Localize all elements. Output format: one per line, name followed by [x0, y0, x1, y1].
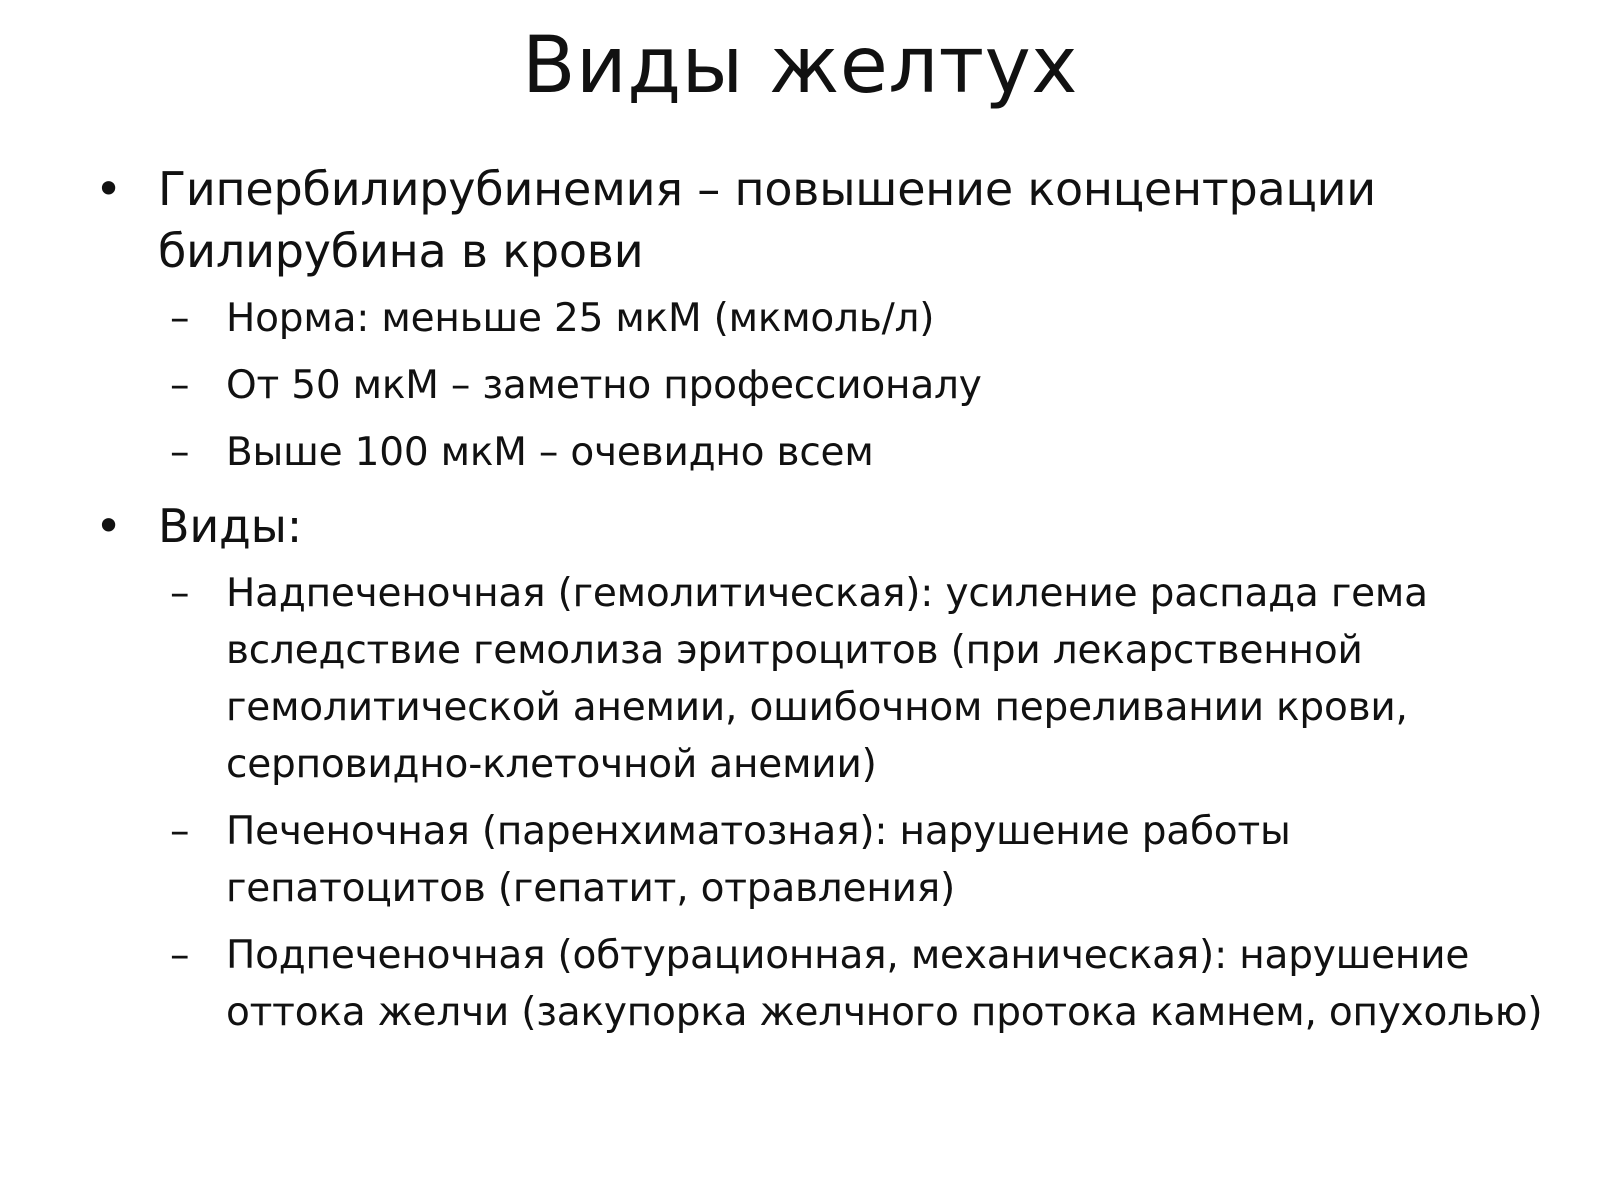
dash-icon: – [170, 571, 190, 616]
slide-title: Виды желтух [522, 21, 1078, 111]
subitem-prehepatic [158, 565, 1555, 793]
dash-icon: – [170, 933, 190, 978]
bullet-dot-icon: • [95, 162, 122, 216]
subitem-text: Печеночная (паренхиматозная): нарушение работы гепатоцитов (гепатит, отравления) [226, 809, 1291, 911]
dash-icon: – [170, 430, 190, 475]
bullet-item-hyperbilirubinemia [95, 158, 1555, 282]
bullet-item-types [95, 495, 1555, 557]
dash-icon: – [170, 296, 190, 341]
bullet-text: Виды: [158, 499, 303, 553]
slide-content [95, 158, 1555, 1051]
subitem-text: Подпеченочная (обтурационная, механическая): нарушение оттока желчи (закупорка желчного протока камнем, опухолью) [226, 933, 1543, 1035]
subitem-text: Надпеченочная (гемолитическая): усиление распада гема вследствие гемолиза эритроцитов (при лекарственной гемолитической анемии, ошибочном переливании крови, серповидно-клеточной анемии) [226, 571, 1428, 787]
bullet-dot-icon: • [95, 499, 122, 553]
subitem-text: Выше 100 мкМ – очевидно всем [226, 430, 874, 475]
dash-icon: – [170, 809, 190, 854]
dash-icon: – [170, 363, 190, 408]
subitem-100 [158, 424, 1555, 481]
bullet-text: Гипербилирубинемия – повышение концентрации билирубина в крови [158, 162, 1376, 278]
subitem-hepatic [158, 803, 1555, 917]
subitem-50 [158, 357, 1555, 414]
subitem-norm [158, 290, 1555, 347]
subitem-text: От 50 мкМ – заметно профессионалу [226, 363, 982, 408]
subitem-posthepatic [158, 927, 1555, 1041]
subitem-text: Норма: меньше 25 мкМ (мкмоль/л) [226, 296, 935, 341]
